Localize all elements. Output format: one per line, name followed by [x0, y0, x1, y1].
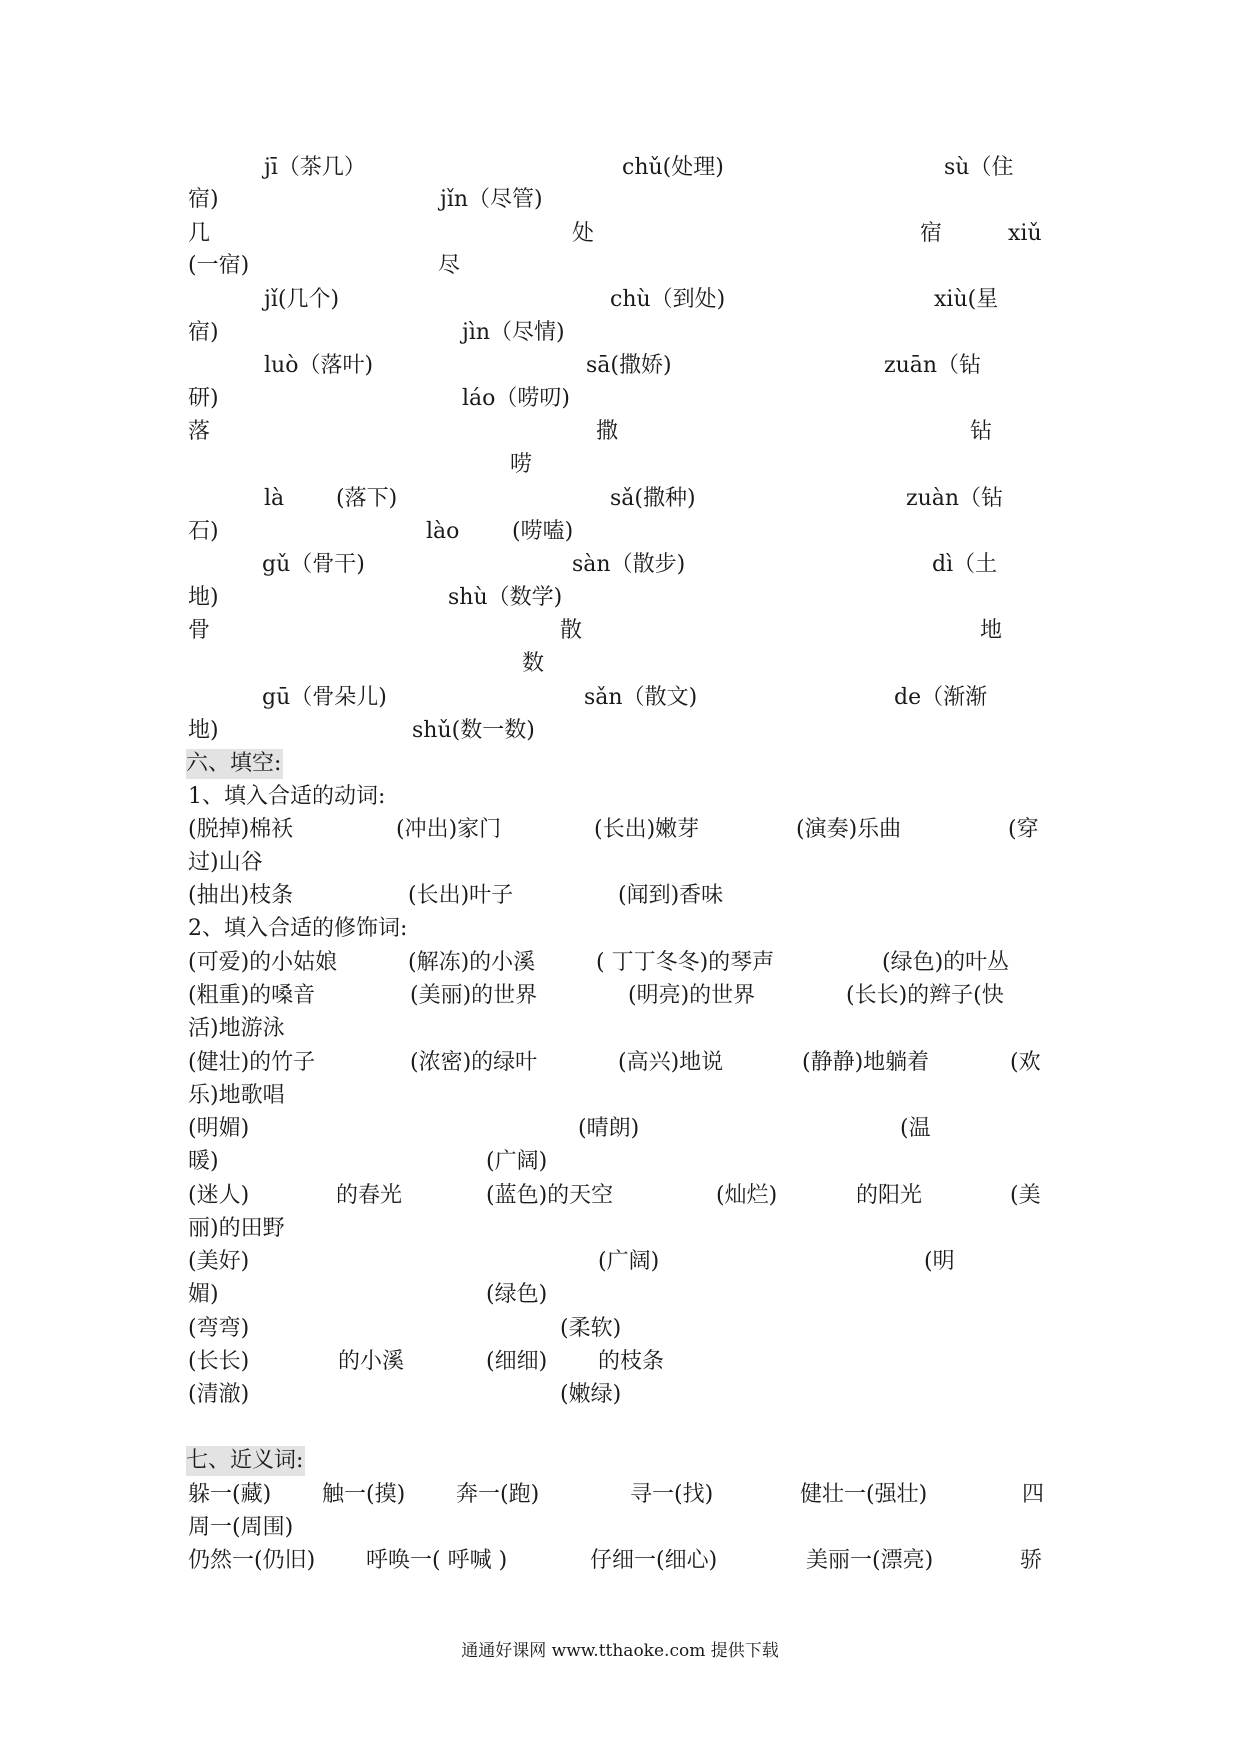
text-fragment: lào — [426, 519, 460, 544]
phrase: (晴朗) — [578, 1116, 640, 1141]
text-fragment: chù（到处) — [610, 287, 726, 312]
phrase: (美好) — [188, 1249, 250, 1274]
text-fragment: luò（落叶) — [264, 353, 374, 378]
polyphone-char: 尽 — [438, 253, 461, 278]
text-fragment: xiù(星 — [934, 287, 999, 312]
text-fragment: 宿) — [188, 187, 219, 212]
phrase: (明媚) — [188, 1116, 250, 1141]
phrase: (健壮)的竹子 — [188, 1050, 316, 1075]
synonym-pair: 美丽一(漂亮) — [806, 1548, 934, 1573]
polyphone-char: 散 — [560, 618, 583, 643]
polyphone-char: 数 — [522, 651, 545, 676]
text-fragment: dì（土 — [932, 552, 998, 577]
subheading: 1、填入合适的动词: — [188, 784, 386, 809]
polyphone-char: 撒 — [596, 419, 619, 444]
phrase: (演奏)乐曲 — [796, 817, 902, 842]
phrase: (蓝色)的天空 — [486, 1183, 614, 1208]
phrase: 的小溪 — [338, 1349, 405, 1374]
text-fragment: sā(撒娇) — [586, 353, 672, 378]
synonym-pair: 奔一(跑) — [456, 1482, 540, 1507]
page-footer: 通通好课网 www.tthaoke.com 提供下载 — [461, 1641, 779, 1661]
synonym-pair: 触一(摸) — [322, 1482, 406, 1507]
phrase: (绿色)的叶丛 — [882, 950, 1010, 975]
text-fragment: shǔ(数一数) — [412, 718, 535, 743]
text-fragment: (唠嗑) — [512, 519, 574, 544]
phrase: (静静)地躺着 — [802, 1050, 930, 1075]
text-fragment: (落下) — [336, 486, 398, 511]
text-fragment: jìn（尽情) — [462, 320, 565, 345]
phrase: (长出)叶子 — [408, 883, 514, 908]
text-fragment: sǎ(撒种) — [610, 486, 696, 511]
polyphone-char: 处 — [572, 221, 595, 246]
synonym-pair: 仔细一(细心) — [590, 1548, 718, 1573]
phrase: (美丽)的世界 — [410, 983, 538, 1008]
phrase: 活)地游泳 — [188, 1016, 285, 1041]
text-fragment: jī（茶几） — [264, 155, 366, 180]
section-heading: 六、填空: — [186, 749, 283, 779]
phrase: ( 丁丁冬冬)的琴声 — [596, 950, 775, 975]
text-fragment: gǔ（骨干) — [262, 552, 365, 577]
text-fragment: sǎn（散文) — [584, 685, 698, 710]
text-fragment: (一宿) — [188, 253, 250, 278]
text-fragment: là — [264, 486, 285, 511]
subheading: 2、填入合适的修饰词: — [188, 916, 408, 941]
phrase: (高兴)地说 — [618, 1050, 724, 1075]
phrase: (迷人) — [188, 1183, 250, 1208]
section-heading: 七、近义词: — [186, 1446, 305, 1476]
phrase: 过)山谷 — [188, 850, 263, 875]
text-fragment: de（渐渐 — [894, 685, 988, 710]
text-fragment: jǐ(几个) — [264, 287, 340, 312]
phrase: (灿烂) — [716, 1183, 778, 1208]
text-fragment: xiǔ — [1008, 221, 1042, 246]
phrase: (可爱)的小姑娘 — [188, 950, 338, 975]
phrase: (解冻)的小溪 — [408, 950, 536, 975]
phrase: (冲出)家门 — [396, 817, 502, 842]
phrase: (闻到)香味 — [618, 883, 724, 908]
phrase: (明亮)的世界 — [628, 983, 756, 1008]
polyphone-char: 几 — [188, 221, 211, 246]
phrase: (嫩绿) — [560, 1382, 622, 1407]
phrase: 丽)的田野 — [188, 1216, 285, 1241]
phrase: (柔软) — [560, 1316, 622, 1341]
phrase: 的阳光 — [856, 1183, 923, 1208]
phrase: (广阔) — [486, 1149, 548, 1174]
phrase: (长长)的辫子(快 — [846, 983, 1004, 1008]
phrase: 媚) — [188, 1282, 219, 1307]
polyphone-char: 骨 — [188, 618, 211, 643]
text-fragment: zuàn（钻 — [906, 486, 1004, 511]
phrase: (穿 — [1008, 817, 1039, 842]
synonym-pair: 呼唤一( 呼喊 ) — [366, 1548, 508, 1573]
text-fragment: 地) — [188, 718, 219, 743]
phrase: (绿色) — [486, 1282, 548, 1307]
text-fragment: 石) — [188, 519, 219, 544]
polyphone-char: 唠 — [510, 452, 533, 477]
phrase: (明 — [924, 1249, 955, 1274]
synonym-pair: 寻一(找) — [630, 1482, 714, 1507]
text-fragment: láo（唠叨) — [462, 386, 570, 411]
phrase: (长出)嫩芽 — [594, 817, 700, 842]
text-fragment: 研) — [188, 386, 219, 411]
text-fragment: gū（骨朵儿) — [262, 685, 387, 710]
phrase: 乐)地歌唱 — [188, 1083, 285, 1108]
synonym-pair: 躲一(藏) — [188, 1482, 272, 1507]
polyphone-char: 地 — [980, 618, 1003, 643]
text-fragment: jǐn（尽管) — [440, 187, 543, 212]
phrase: 的春光 — [336, 1183, 403, 1208]
phrase: (浓密)的绿叶 — [410, 1050, 538, 1075]
text-fragment: 地) — [188, 585, 219, 610]
polyphone-char: 宿 — [920, 221, 943, 246]
phrase: (长长) — [188, 1349, 250, 1374]
text-fragment: sù（住 — [944, 155, 1014, 180]
text-fragment: zuān（钻 — [884, 353, 982, 378]
phrase: (广阔) — [598, 1249, 660, 1274]
synonym-pair: 骄 — [1020, 1548, 1043, 1573]
text-fragment: chǔ(处理) — [622, 155, 724, 180]
text-fragment: shù（数学) — [448, 585, 563, 610]
text-fragment: 宿) — [188, 320, 219, 345]
phrase: 的枝条 — [598, 1349, 665, 1374]
phrase: 暖) — [188, 1149, 219, 1174]
phrase: (弯弯) — [188, 1316, 250, 1341]
text-fragment: sàn（散步) — [572, 552, 686, 577]
synonym-pair: 仍然一(仍旧) — [188, 1548, 316, 1573]
synonym-pair: 健壮一(强壮) — [800, 1482, 928, 1507]
phrase: (清澈) — [188, 1382, 250, 1407]
phrase: (温 — [900, 1116, 931, 1141]
phrase: (粗重)的嗓音 — [188, 983, 316, 1008]
phrase: (脱掉)棉袄 — [188, 817, 294, 842]
phrase: (细细) — [486, 1349, 548, 1374]
phrase: (抽出)枝条 — [188, 883, 294, 908]
phrase: (美 — [1010, 1183, 1041, 1208]
synonym-pair: 四 — [1022, 1482, 1045, 1507]
polyphone-char: 钻 — [970, 419, 993, 444]
synonym-pair: 周一(周围) — [188, 1515, 294, 1540]
polyphone-char: 落 — [188, 419, 211, 444]
phrase: (欢 — [1010, 1050, 1041, 1075]
